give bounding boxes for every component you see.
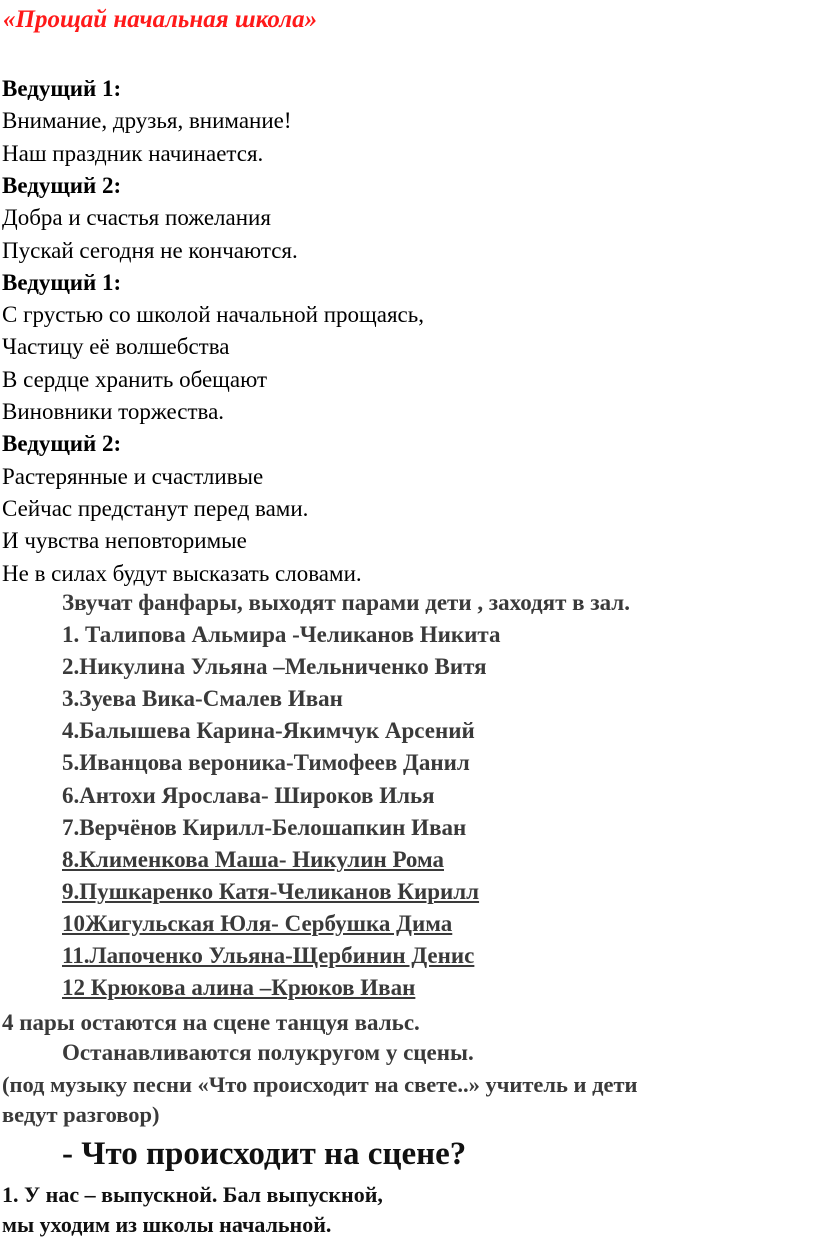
verse-line: В сердце хранить обещают: [2, 367, 268, 392]
verse-line: С грустью со школой начальной прощаясь,: [2, 302, 424, 327]
host-label: Ведущий 2:: [2, 431, 122, 456]
verse-line: Частицу её волшебства: [2, 334, 230, 359]
verse-line: Пускай сегодня не кончаются.: [2, 238, 298, 263]
verse-line: Наш праздник начинается.: [2, 141, 264, 166]
pair-item: 12 Крюкова алина –Крюков Иван: [62, 975, 416, 1000]
pair-item: 5.Иванцова вероника-Тимофеев Данил: [62, 750, 470, 775]
pair-item: 8.Клименкова Маша- Никулин Рома: [62, 847, 444, 872]
pair-item: 4.Балышева Карина-Якимчук Арсений: [62, 718, 475, 743]
music-note-line-2: ведут разговор): [2, 1102, 160, 1127]
answer-line-1: 1. У нас – выпускной. Бал выпускной,: [2, 1182, 383, 1207]
pair-item: 1. Талипова Альмира -Челиканов Никита: [62, 622, 501, 647]
pair-item: 2.Никулина Ульяна –Мельниченко Витя: [62, 654, 487, 679]
document-title: «Прощай начальная школа»: [3, 6, 318, 33]
pair-item: 11.Лапоченко Ульяна-Щербинин Денис: [62, 943, 475, 968]
verse-line: Сейчас предстанут перед вами.: [2, 496, 309, 521]
pair-item: 6.Антохи Ярослава- Широков Илья: [62, 783, 435, 808]
host-label: Ведущий 1:: [2, 270, 122, 295]
verse-line: И чувства неповторимые: [2, 528, 247, 553]
host-label: Ведущий 1:: [2, 76, 122, 101]
waltz-note: 4 пары остаются на сцене танцуя вальс.: [2, 1010, 420, 1035]
pair-item: 3.Зуева Вика-Смалев Иван: [62, 686, 343, 711]
music-note-line-1: (под музыку песни «Что происходит на свете..» учитель и дети: [2, 1072, 638, 1097]
answer-line-2: мы уходим из школы начальной.: [2, 1212, 332, 1237]
verse-line: Внимание, друзья, внимание!: [2, 108, 292, 133]
semicircle-note: Останавливаются полукругом у сцены.: [62, 1040, 474, 1065]
question-heading: - Что происходит на сцене?: [62, 1136, 467, 1172]
pair-item: 9.Пушкаренко Катя-Челиканов Кирилл: [62, 879, 480, 904]
verse-line: Добра и счастья пожелания: [2, 205, 271, 230]
pair-item: 7.Верчёнов Кирилл-Белошапкин Иван: [62, 815, 467, 840]
host-label: Ведущий 2:: [2, 173, 122, 198]
verse-line: Растерянные и счастливые: [2, 464, 264, 489]
pair-item: 10Жигульская Юля- Сербушка Дима: [62, 911, 453, 936]
verse-line: Не в силах будут высказать словами.: [2, 561, 362, 586]
stage-direction: Звучат фанфары, выходят парами дети , заходят в зал.: [62, 590, 630, 615]
verse-line: Виновники торжества.: [2, 399, 225, 424]
